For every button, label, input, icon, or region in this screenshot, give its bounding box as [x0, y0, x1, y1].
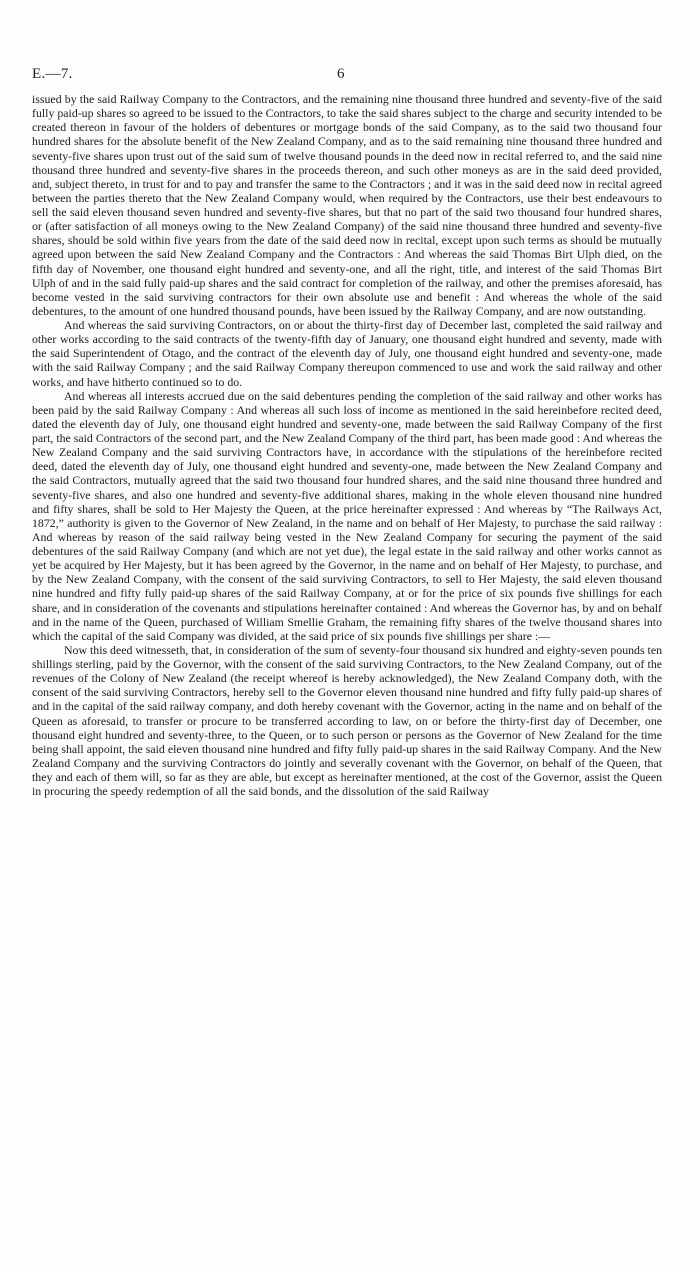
- paragraph-4: Now this deed witnesseth, that, in consideration of the sum of seventy-four thousand six hundred and eighty-seven pounds ten shillings sterling, paid by the Governor, with the consent of the said surviving Contractors, to the New Zealand Company, out of the revenues of the Colony of New Zealand (the receipt whereof is hereby acknowledged), the New Zealand Company doth, with the consent of the said surviving Contractors, hereby sell to the Governor eleven thousand nine hundred and fifty fully paid-up shares of and in the capital of the said railway company, and doth hereby covenant with the Governor, acting in the name and on behalf of the Queen as aforesaid, to transfer or procure to be transferred according to law, on or before the thirty-first day of December, one thousand eight hundred and seventy-three, to the Queen, or to such person or persons as the Governor of New Zealand for the time being shall appoint, the said eleven thousand nine hundred and fifty fully paid-up shares in the said Railway Company. And the New Zealand Company and the surviving Contractors do jointly and severally covenant with the Governor, on behalf of the Queen, that they and each of them will, so far as they are able, but except as hereinafter mentioned, at the cost of the Governor, assist the Queen in procuring the speedy redemption of all the said bonds, and the dissolution of the said Railway: [32, 642, 662, 799]
- document-code: E.—7.: [32, 66, 73, 82]
- page-number: 6: [337, 66, 345, 82]
- paragraph-2: And whereas the said surviving Contractors, on or about the thirty-first day of December last, completed the said railway and other works according to the said contracts of the twenty-fifth day of January, one thousand eight hundred and seventy, made with the said Superintendent of Otago, and the contract of the eleventh day of July, one thousand eight hundred and seventy-one, made with the said Railway Company ; and the said Railway Company thereupon commenced to use and work the said railway and other works, and have hitherto continued so to do.: [32, 318, 662, 389]
- paragraph-1: issued by the said Railway Company to the Contractors, and the remaining nine thousand three hundred and seventy-five of the said fully paid-up shares so agreed to be issued to the Contractors, to take the said shares subject to the charge and security intended to be created thereon in favour of the holders of debentures or mortgage bonds of the said Company, as to the said two thousand four hundred shares for the absolute benefit of the New Zealand Company, and as to the said remaining nine thousand three hundred and seventy-five shares upon trust out of the said sum of twelve thousand pounds in the deed now in recital referred to, and the said nine thousand three hundred and seventy-five shares in the proceeds thereon, and such other moneys as are in the said deed provided, and, subject thereto, in trust for and to pay and transfer the same to the Contractors ; and it was in the said deed now in recital agreed between the parties thereto that the New Zealand Company would, when required by the Contractors, use their best endeavours to sell the said eleven thousand seven hundred and seventy-five shares, but that no part of the said two thousand four hundred shares, or (after satisfaction of all moneys owing to the New Zealand Company) of the said nine thousand three hundred and seventy-five shares, should be sold within five years from the date of the said deed now in recital, except upon such terms as should be mutually agreed upon between the said New Zealand Company and the Contractors : And whereas the said Thomas Birt Ulph died, on the fifth day of November, one thousand eight hundred and seventy-one, and all the right, title, and interest of the said Thomas Birt Ulph of and in the said fully paid-up shares and the said contract for completion of the railway, and other the premises aforesaid, has become vested in the said surviving contractors for their own absolute use and benefit : And whereas the whole of the said debentures, to the amount of one hundred thousand pounds, have been issued by the Railway Company, and are now outstanding.: [32, 92, 662, 318]
- body-text: [32, 92, 662, 798]
- paragraph-3: And whereas all interests accrued due on the said debentures pending the completion of the said railway and other works has been paid by the said Railway Company : And whereas all such loss of income as mentioned in the said hereinbefore recited deed, dated the eleventh day of July, one thousand eight hundred and seventy-one, made between the said Railway Company of the first part, the said Contractors of the second part, and the New Zealand Company of the third part, has been made good : And whereas the New Zealand Company and the said surviving Contractors have, in accordance with the stipulations of the hereinbefore recited deed, dated the eleventh day of July, one thousand eight hundred and seventy-one, made between the New Zealand Company and the said Contractors, mutually agreed that the said two thousand four hundred shares, and the said nine thousand three hundred and seventy-five shares, and also one hundred and seventy-five additional shares, making in the whole eleven thousand nine hundred and fifty shares, shall be sold to Her Majesty the Queen, at the price hereinafter expressed : And whereas by “The Railways Act, 1872,” authority is given to the Governor of New Zealand, in the name and on behalf of Her Majesty, to purchase the said railway : And whereas by reason of the said railway being vested in the New Zealand Company for securing the payment of the said debentures of the said Railway Company (and which are not yet due), the legal estate in the said railway and other works cannot as yet be acquired by Her Majesty, but it has been agreed by the Governor, in the name and on behalf of Her Majesty, to purchase, and by the New Zealand Company, with the consent of the said surviving Contractors, to sell to Her Majesty, the said eleven thousand nine hundred and fifty fully paid-up shares of the said Railway Company, at or for the price of six pounds five shillings for each share, and in consideration of the covenants and stipulations hereinafter contained : And whereas the Governor has, by and on behalf and in the name of the Queen, purchased of William Smellie Graham, the remaining fifty shares of the twelve thousand shares into which the capital of the said Company was divided, at the said price of six pounds five shillings per share :—: [32, 388, 662, 643]
- running-header: [32, 66, 662, 84]
